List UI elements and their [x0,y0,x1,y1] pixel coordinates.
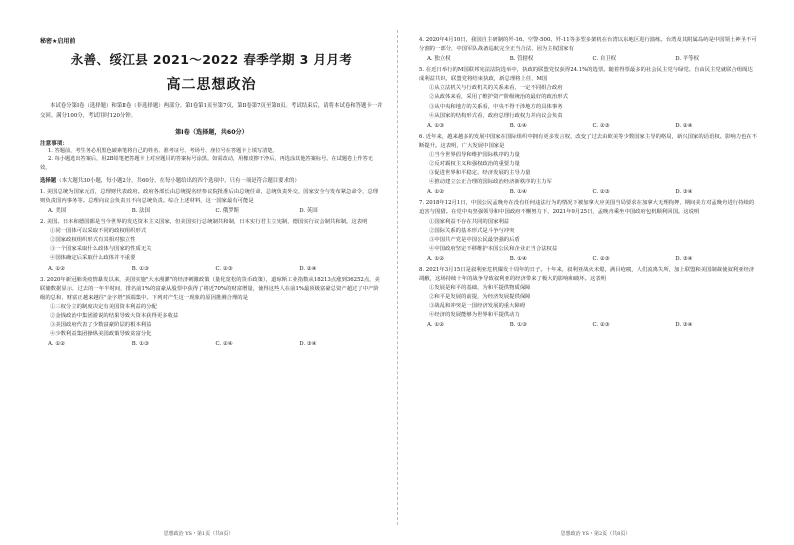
question-list-left [40,188,383,349]
answer-option: D. ③④ [299,341,317,348]
question-statement: ④推动建立公正合理的国际政治经济新秩序的主力军 [429,179,552,186]
question [40,218,383,273]
answer-option: C. ②③ [592,322,610,329]
question-text: 3. 2020年新冠肺炎疫情暴发以来，美国实施"大水漫灌"的经济刺激政策（量化宽松的货币政策），道琼斯工业指数从18213点涨到36252点，美联储数据显示，过去的一年半时间，排名前1%的富豪从股票中获得了将近70%的财富增量，使得这些人在前1%最顶级富豪总资产超过了中产阶级的总和，财富正越来越往"金字塔"顶端集中。下列对产生这一现象的原因推测合理的是 [40,276,380,301]
answer-option: C. ②③ [592,255,610,262]
answer-option: C. ②③ [215,265,233,272]
answer-option: A. ①③ [427,122,444,129]
question [419,266,758,331]
answer-option: D. 平等权 [675,56,699,63]
question-text: 1. 美国总统为国家元首，总理财代表政府。政府各部长由总统提名经参议院批准后由总统任命，总统负责外交、国家安全与发布紧急命令，总理则负责国内事务等。总理向议会负责且不向总统负责。综合上述材料，这一国家最有可能是 [40,188,379,204]
question-text: 5. 在近日举行的M国联邦宪法法院选举中，执政的联盟党仅获得24.1%的选票。随着得票最多的社会民主党与绿党、自由民主党就联合组阁达成利益共识，联盟党将结束执政，新总理将上任，M国 [419,67,753,83]
answer-option: A. 独立权 [427,56,451,63]
answer-option: A. ①② [427,255,444,262]
question-statement: ③美国政府代表了少数富豪阶层的根本利益 [50,322,152,329]
question-text: 7. 2018年12月1日，中国公民孟晚舟在没有任何违法行为的情况下被加拿大应美国当局要求在加拿大无理拘押，期间美方对孟晚舟进行持续的迫害与围猎。在党中央坚强领导和中国政府不懈努力下，2021年9月25日，孟晚舟乘坐中国政府包机顺利回国。这说明 [419,200,755,216]
notes-heading: 注意事项： [40,141,68,147]
question-text: 8. 2021年3月15日是叙利亚危机爆发十周年的日子。十年来，叙利亚战火未熄，满目疮痍，人们流离失所，加上联盟和美国制裁使叙利亚经济凋敝，这场持续十年的战争导致叙利亚的经济带来了极大的影响和破坏。这表明 [419,266,755,282]
answer-option: B. ①④ [509,255,527,262]
question-statement: ①从立法机关与行政机关的关系来看，一定不同组合政府 [429,85,563,92]
answer-option: B. ①④ [509,122,527,129]
answer-option: D. ③④ [675,255,693,262]
page-footer-right: 思想政治 YS・第2页（共8页） [560,531,631,537]
question-statement: ②金钱政治中集团游说的结果导致大资本获得更多收益 [50,312,179,319]
answer-option: C. ②④ [215,341,233,348]
question-list-right [419,36,758,330]
question [419,199,758,264]
instr-bold: 选择题 [40,177,57,184]
answer-option: D. ②④ [299,265,317,272]
question-text: 2. 美国、日本和德国都是当今世界的发达资本主义国家，但美国实行总统制共和制，日本实行君主立宪制，德国实行议会制共和制。这表明 [40,219,368,226]
answer-option: D. 英国 [299,208,318,215]
answer-option: A. ①② [48,341,65,348]
answer-option: C. 俄罗斯 [215,208,240,215]
question-statement: ①同一国体可以采取不同的政权组织形式 [50,228,147,235]
question-statement: ③一个国家采取什么政体与国家的性质无关 [50,246,152,253]
question-statement: ③战乱和冲突是一国经济发展的重大障碍 [429,303,526,310]
question [419,66,758,131]
answer-option: C. ②③ [592,122,610,129]
question-statement: ③促进世界和平稳定、经济发展的主导力量 [429,170,531,177]
answer-options [419,187,758,197]
answer-option: C. 自卫权 [592,56,617,63]
answer-option: B. 管辖权 [509,56,534,63]
question [40,188,383,216]
answer-option: D. ③④ [675,322,693,329]
answer-options [419,121,758,131]
instr-text: （本大题共30小题，每小题2分，共60分。在每小题给出的四个选项中，只有一项是符合题目要求的） [56,177,300,184]
answer-option: D. ③④ [675,189,693,196]
answer-options [40,206,383,216]
page-footer-left: 思想政治 YS・第1页（共8页） [163,531,234,537]
question-statement: ④经济的发展能够为世界和平提供动力 [429,312,520,319]
page-right [397,0,794,545]
question-statement: ③中国共产党是中国公民最坚强的后盾 [429,236,520,243]
answer-options [419,254,758,264]
secret-label: 秘密★启用前 [40,38,76,45]
exam-title: 永善、绥江县 2021～2022 春季学期 3 月月考 [70,52,353,67]
question-statement: ②国际关系的基本形式是斗争与冲突 [429,227,515,234]
answer-option: B. ①③ [131,265,149,272]
answer-option: B. ①④ [509,189,527,196]
question-text: 6. 近年来，越来越多的发展中国家在国际组织中拥有更多发言权，改变了过去由欧美等少数国家主导的格局，新兴国家的话语权、影响力也在不断提升。这表明，广大发展中国家是 [419,133,758,149]
answer-option: B. 法国 [131,208,150,215]
question-statement: ④国体确定后采取什么政体并不重要 [50,255,136,262]
question [419,36,758,64]
question-statement: ②反对霸权主义和强权政治的重要力量 [429,161,520,168]
question-statement: ②国家政权组织形式有其相对独立性 [50,237,136,244]
answer-options [40,339,383,349]
question-statement: ①三权分立的制度决定有美国资本利益的分配 [50,303,157,310]
question [419,133,758,198]
question-statement: ①国家利益不存在共同的国家利益 [429,218,510,225]
answer-option: D. ②④ [675,122,693,129]
answer-option: A. ①② [427,322,444,329]
question-statement: ④从国家的结构形式看，政府总理行政权力并向议会负责 [429,112,563,119]
section-instructions [40,177,383,186]
note-item: 1. 答题前，考生务必用黑色碳素笔将自己的姓名、准考证号、考场号、座位号在答题卡上填写清楚。 [48,148,278,154]
question-statement: ④少数利益集团操纵美国政策导致贫富分化 [50,331,152,338]
question-statement: ②从政体来看，采用了维护资产阶级统治的最好的政治形式 [429,94,568,101]
question-statement: ④中国政府坚定不移维护本国公民和企业正当合法权益 [429,245,558,252]
answer-options [419,320,758,330]
question-statement: ③从中央和地方的关系看，中央不得干涉地方的具体事务 [429,103,563,110]
question-statement: ①发展是和平的基础，为和平提供物质保障 [429,285,531,292]
question-statement: ②和平是发展的前提，为经济发展提供保障 [429,294,531,301]
answer-option: B. ①③ [131,341,149,348]
question [40,276,383,350]
answer-option: B. ①③ [509,322,527,329]
answer-option: A. 美国 [48,208,67,215]
note-item: 2. 每小题选出答案后，用2B铅笔把答题卡上对应题目的答案标号涂黑。如需改动，用橡皮擦干净后，再选涂其他答案标号。在试题卷上作答无效。 [40,156,373,171]
exam-subject: 高二思想政治 [166,77,257,93]
question-text: 4. 2020年4月10日，我国自主研制的歼-16、空警-500、歼-11等多型多架机在台湾以东地区进行演练。台湾及其附属岛屿是中国领土神圣不可分割的一部分，中国军队战备巡航完全正当合法，因为主权国家有 [419,37,757,53]
exam-intro: 本试卷分第Ⅰ卷（选择题）和第Ⅱ卷（非选择题）两部分。第Ⅰ卷第1页至第7页，第Ⅱ卷第7页至第8页。考试结束后，请将本试卷和答题卡一并交回。满分100分，考试用时120分钟。 [40,103,383,119]
answer-option: A. ①② [48,265,65,272]
answer-option: A. ①② [427,189,444,196]
answer-options [419,54,758,64]
answer-options [40,264,383,274]
question-statement: ①当今世界倡导和维护国际秩序的力量 [429,151,520,158]
part1-title: 第Ⅰ卷（选择题，共60分） [175,129,248,136]
answer-option: C. ②③ [592,189,610,196]
